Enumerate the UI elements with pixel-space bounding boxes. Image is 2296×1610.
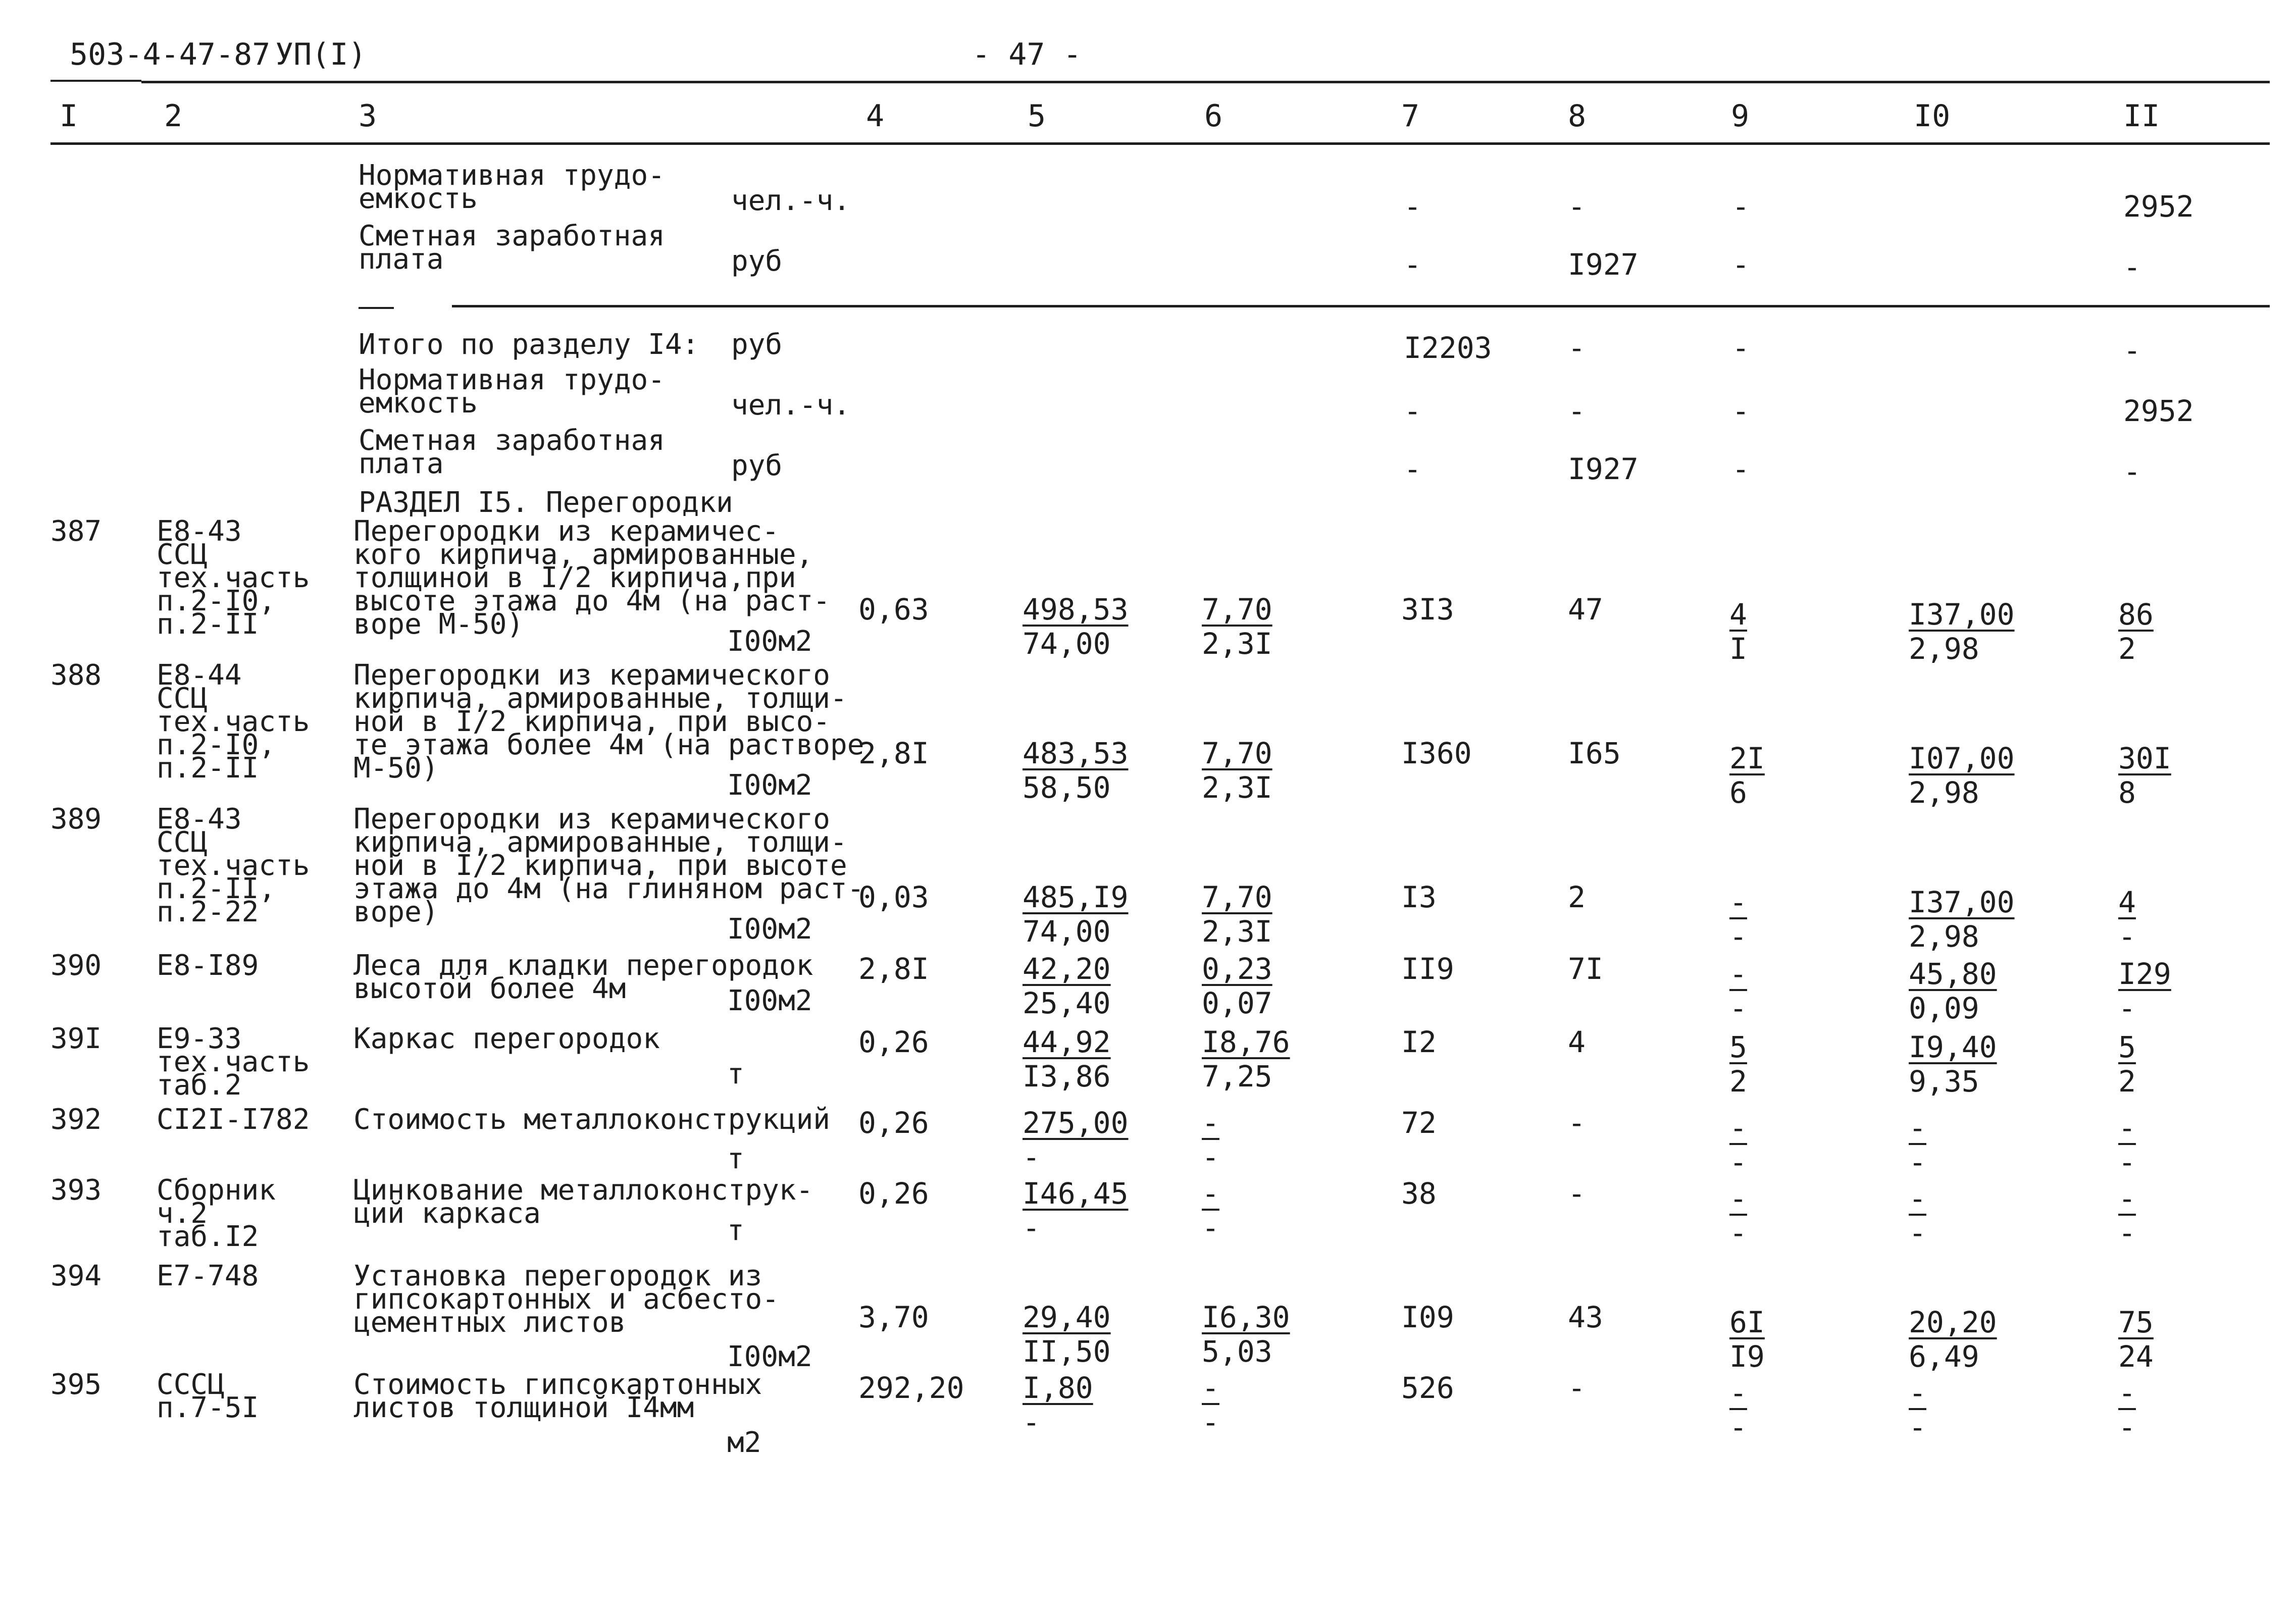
unit-of-measure: I00м2 bbox=[727, 1340, 812, 1373]
unit-of-measure: I00м2 bbox=[727, 625, 812, 658]
wage-col11-2: - bbox=[2123, 454, 2141, 489]
column-header-4: 4 bbox=[866, 98, 885, 134]
fraction-total: - bbox=[1729, 1111, 1747, 1145]
fraction-wage: 2 bbox=[1729, 1064, 1747, 1099]
resource-code: СI2I-I782 bbox=[157, 1103, 310, 1136]
labor-col9: - bbox=[1732, 189, 1750, 224]
row-number: 393 bbox=[50, 1174, 102, 1207]
fraction-wage: I3,86 bbox=[1023, 1059, 1111, 1094]
col8-value: 2 bbox=[1568, 880, 1586, 914]
fraction-wage: - bbox=[1729, 1145, 1747, 1179]
quantity: 2,8I bbox=[858, 736, 929, 770]
fraction-wage: - bbox=[1909, 1216, 1926, 1250]
fraction-wage: 0,09 bbox=[1909, 991, 1979, 1025]
fraction-total: - bbox=[1909, 1111, 1926, 1145]
fraction-total: 44,92 bbox=[1023, 1025, 1111, 1059]
labor-col7: - bbox=[1404, 189, 1421, 224]
fraction-total: - bbox=[1909, 1376, 1926, 1410]
album-code: УП(I) bbox=[275, 37, 367, 72]
fraction-total: 75 bbox=[2118, 1305, 2154, 1339]
col7-value: I09 bbox=[1401, 1300, 1454, 1334]
wage-col11: - bbox=[2123, 250, 2141, 284]
fraction-total: I6,30 bbox=[1202, 1300, 1290, 1334]
fraction-wage: - bbox=[2118, 919, 2136, 954]
fraction-wage: 5,03 bbox=[1202, 1334, 1272, 1369]
fraction-wage: - bbox=[2118, 1145, 2136, 1179]
wage-col9: - bbox=[1732, 247, 1750, 282]
subtotal-rule-short bbox=[359, 307, 394, 309]
fraction-total: - bbox=[1202, 1176, 1219, 1211]
labor-intensity-label-2: Нормативная трудо- емкость bbox=[359, 363, 665, 420]
fraction-total: 86 bbox=[2118, 597, 2154, 632]
col7-value: I360 bbox=[1401, 736, 1472, 770]
fraction-wage: - bbox=[2118, 1410, 2136, 1444]
section-title: РАЗДЕЛ I5. Перегородки bbox=[359, 486, 733, 519]
unit-of-measure: I00м2 bbox=[727, 984, 812, 1017]
unit-of-measure: т bbox=[727, 1142, 744, 1175]
labor-col11: 2952 bbox=[2123, 189, 2194, 224]
fraction-total: I,80 bbox=[1023, 1371, 1093, 1405]
row-number: 387 bbox=[50, 515, 102, 548]
fraction-wage: 2 bbox=[2118, 1064, 2136, 1099]
fraction-total: - bbox=[2118, 1376, 2136, 1410]
fraction-total: 20,20 bbox=[1909, 1305, 1997, 1339]
fraction-wage: - bbox=[1202, 1140, 1219, 1174]
fraction-total: - bbox=[1729, 885, 1747, 919]
fraction-total: I37,00 bbox=[1909, 597, 2015, 632]
fraction-total: I07,00 bbox=[1909, 741, 2015, 775]
labor-intensity-unit: чел.-ч. bbox=[731, 184, 851, 217]
fraction-wage: - bbox=[1729, 1216, 1747, 1250]
fraction-total: 30I bbox=[2118, 741, 2171, 775]
fraction-total: 7,70 bbox=[1202, 736, 1272, 770]
fraction-total: - bbox=[1202, 1371, 1219, 1405]
fraction-wage: II,50 bbox=[1023, 1334, 1111, 1369]
col8-value: - bbox=[1568, 1176, 1586, 1211]
wage-col9-2: - bbox=[1732, 452, 1750, 486]
fraction-total: 2I bbox=[1729, 741, 1765, 775]
fraction-total: I8,76 bbox=[1202, 1025, 1290, 1059]
col7-value: 38 bbox=[1401, 1176, 1437, 1211]
resource-code: Е7-748 bbox=[157, 1260, 259, 1292]
fraction-wage: - bbox=[1729, 919, 1747, 954]
fraction-wage: 2,98 bbox=[1909, 632, 1979, 666]
column-header-1: I bbox=[60, 98, 78, 134]
page-number: - 47 - bbox=[972, 37, 1082, 72]
column-header-10: I0 bbox=[1914, 98, 1951, 134]
resource-code: Е8-43 ССЦ тех.часть п.2-II, п.2-22 bbox=[157, 803, 310, 928]
col8-value: - bbox=[1568, 1371, 1586, 1405]
fraction-total: 45,80 bbox=[1909, 957, 1997, 991]
fraction-wage: 25,40 bbox=[1023, 986, 1111, 1020]
column-header-5: 5 bbox=[1028, 98, 1046, 134]
fraction-wage: 74,00 bbox=[1023, 914, 1111, 949]
work-description: Перегородки из керамичес- кого кирпича, армированные, толщиной в I/2 кирпича,при высоте этажа до 4м (на раст- воре М-50) bbox=[353, 515, 831, 641]
row-number: 388 bbox=[50, 659, 102, 692]
fraction-wage: 2,3I bbox=[1202, 914, 1272, 949]
resource-code: Е8-I89 bbox=[157, 949, 259, 982]
fraction-total: I9,40 bbox=[1909, 1030, 1997, 1064]
resource-code: Е9-33 тех.часть таб.2 bbox=[157, 1022, 310, 1102]
labor-col11-2: 2952 bbox=[2123, 394, 2194, 428]
quantity: 3,70 bbox=[858, 1300, 929, 1334]
quantity: 0,26 bbox=[858, 1106, 929, 1140]
fraction-wage: - bbox=[1023, 1140, 1040, 1174]
fraction-wage: 58,50 bbox=[1023, 770, 1111, 805]
work-description: Каркас перегородок bbox=[353, 1022, 660, 1055]
fraction-wage: 74,00 bbox=[1023, 627, 1111, 661]
fraction-wage: I9 bbox=[1729, 1339, 1765, 1374]
fraction-wage: - bbox=[1729, 1410, 1747, 1444]
fraction-total: 498,53 bbox=[1023, 592, 1129, 627]
col8-value: 47 bbox=[1568, 592, 1603, 627]
fraction-wage: - bbox=[1023, 1405, 1040, 1439]
column-header-2: 2 bbox=[164, 98, 183, 134]
col7-value: 3I3 bbox=[1401, 592, 1454, 627]
fraction-wage: - bbox=[1729, 991, 1747, 1025]
wage-label: Сметная заработная плата bbox=[359, 220, 665, 276]
column-header-7: 7 bbox=[1401, 98, 1420, 134]
fraction-total: 483,53 bbox=[1023, 736, 1129, 770]
section-total-col11: - bbox=[2123, 333, 2141, 368]
fraction-wage: 9,35 bbox=[1909, 1064, 1979, 1099]
labor-col9-2: - bbox=[1732, 394, 1750, 428]
resource-code: Сборник ч.2 таб.I2 bbox=[157, 1174, 276, 1253]
fraction-total: - bbox=[2118, 1111, 2136, 1145]
wage-col7-2: - bbox=[1404, 452, 1421, 486]
fraction-total: - bbox=[1729, 957, 1747, 991]
wage-label-2: Сметная заработная плата bbox=[359, 424, 665, 480]
row-number: 392 bbox=[50, 1103, 102, 1136]
row-number: 389 bbox=[50, 803, 102, 836]
work-description: Леса для кладки перегородок высотой более 4м bbox=[353, 949, 813, 1005]
col7-value: I3 bbox=[1401, 880, 1437, 914]
row-number: 395 bbox=[50, 1368, 102, 1401]
header-rule-short bbox=[50, 80, 141, 82]
work-description: Цинкование металлоконструк- ций каркаса bbox=[353, 1174, 813, 1230]
work-description: Установка перегородок из гипсокартонных и асбесто- цементных листов bbox=[353, 1260, 779, 1339]
fraction-total: 29,40 bbox=[1023, 1300, 1111, 1334]
subtotal-rule bbox=[452, 305, 2270, 307]
fraction-wage: 2,3I bbox=[1202, 627, 1272, 661]
col7-value: 72 bbox=[1401, 1106, 1437, 1140]
unit-of-measure: т bbox=[727, 1214, 744, 1247]
quantity: 292,20 bbox=[858, 1371, 964, 1405]
quantity: 0,63 bbox=[858, 592, 929, 627]
fraction-total: 7,70 bbox=[1202, 592, 1272, 627]
column-header-3: 3 bbox=[359, 98, 377, 134]
fraction-wage: 2,98 bbox=[1909, 775, 1979, 810]
wage-col8-2: I927 bbox=[1568, 452, 1639, 486]
fraction-total: 7,70 bbox=[1202, 880, 1272, 914]
quantity: 0,26 bbox=[858, 1176, 929, 1211]
fraction-total: I37,00 bbox=[1909, 885, 2015, 919]
wage-col7: - bbox=[1404, 247, 1421, 282]
fraction-wage: 0,07 bbox=[1202, 986, 1272, 1020]
fraction-total: 5 bbox=[1729, 1030, 1747, 1064]
resource-code: СССЦ п.7-5I bbox=[157, 1368, 259, 1424]
fraction-total: 485,I9 bbox=[1023, 880, 1129, 914]
fraction-wage: - bbox=[2118, 1216, 2136, 1250]
column-header-8: 8 bbox=[1568, 98, 1587, 134]
labor-intensity-label: Нормативная трудо- емкость bbox=[359, 159, 665, 215]
fraction-wage: - bbox=[1202, 1405, 1219, 1439]
section-total-col8: - bbox=[1568, 331, 1586, 365]
fraction-total: - bbox=[2118, 1181, 2136, 1216]
fraction-total: 4 bbox=[2118, 885, 2136, 919]
fraction-wage: 6,49 bbox=[1909, 1339, 1979, 1374]
fraction-wage: 2 bbox=[2118, 632, 2136, 666]
labor-col8: - bbox=[1568, 189, 1586, 224]
row-number: 394 bbox=[50, 1260, 102, 1292]
unit-of-measure: т bbox=[727, 1058, 744, 1090]
fraction-wage: 24 bbox=[2118, 1339, 2154, 1374]
fraction-wage: - bbox=[1909, 1145, 1926, 1179]
fraction-wage: - bbox=[1023, 1211, 1040, 1245]
section-total-unit: руб bbox=[731, 328, 783, 361]
unit-of-measure: м2 bbox=[727, 1426, 761, 1459]
fraction-wage: - bbox=[1909, 1410, 1926, 1444]
work-description: Стоимость гипсокартонных листов толщиной I4мм bbox=[353, 1368, 762, 1424]
work-description: Стоимость металлоконструкций bbox=[353, 1103, 831, 1136]
col8-value: 43 bbox=[1568, 1300, 1603, 1334]
fraction-wage: I bbox=[1729, 632, 1747, 666]
labor-col7-2: - bbox=[1404, 394, 1421, 428]
fraction-total: 42,20 bbox=[1023, 952, 1111, 986]
resource-code: Е8-43 ССЦ тех.часть п.2-I0, п.2-II bbox=[157, 515, 310, 641]
resource-code: Е8-44 ССЦ тех.часть п.2-I0, п.2-II bbox=[157, 659, 310, 785]
quantity: 0,03 bbox=[858, 880, 929, 914]
wage-unit-2: руб bbox=[731, 449, 783, 482]
col8-value: I65 bbox=[1568, 736, 1621, 770]
col7-value: I2 bbox=[1401, 1025, 1437, 1059]
quantity: 2,8I bbox=[858, 952, 929, 986]
fraction-wage: 6 bbox=[1729, 775, 1747, 810]
fraction-total: - bbox=[1909, 1181, 1926, 1216]
header-rule bbox=[141, 81, 2270, 83]
fraction-wage: 2,98 bbox=[1909, 919, 1979, 954]
row-number: 39I bbox=[50, 1022, 102, 1055]
fraction-total: - bbox=[1729, 1376, 1747, 1410]
section-total-label: Итого по разделу I4: bbox=[359, 328, 699, 361]
col8-value: - bbox=[1568, 1106, 1586, 1140]
quantity: 0,26 bbox=[858, 1025, 929, 1059]
fraction-wage: - bbox=[2118, 991, 2136, 1025]
column-header-rule bbox=[50, 142, 2270, 145]
fraction-total: - bbox=[1202, 1106, 1219, 1140]
col8-value: 7I bbox=[1568, 952, 1603, 986]
fraction-wage: 2,3I bbox=[1202, 770, 1272, 805]
column-header-11: II bbox=[2123, 98, 2160, 134]
fraction-total: 0,23 bbox=[1202, 952, 1272, 986]
column-header-6: 6 bbox=[1204, 98, 1223, 134]
col7-value: II9 bbox=[1401, 952, 1454, 986]
fraction-total: - bbox=[1729, 1181, 1747, 1216]
section-total-col9: - bbox=[1732, 331, 1750, 365]
column-header-9: 9 bbox=[1731, 98, 1750, 134]
fraction-total: 275,00 bbox=[1023, 1106, 1129, 1140]
fraction-total: 4 bbox=[1729, 597, 1747, 632]
fraction-total: I46,45 bbox=[1023, 1176, 1129, 1211]
fraction-wage: 7,25 bbox=[1202, 1059, 1272, 1094]
wage-col8: I927 bbox=[1568, 247, 1639, 282]
fraction-total: I29 bbox=[2118, 957, 2171, 991]
labor-col8-2: - bbox=[1568, 394, 1586, 428]
fraction-total: 5 bbox=[2118, 1030, 2136, 1064]
work-description: Перегородки из керамического кирпича, армированные, толщи- ной в I/2 кирпича, при высоте этажа до 4м (на глиняном раст- воре) bbox=[353, 803, 864, 928]
doc-code: 503-4-47-87 bbox=[70, 37, 271, 72]
wage-unit: руб bbox=[731, 245, 783, 278]
section-total-col7: I2203 bbox=[1404, 331, 1492, 365]
fraction-total: 6I bbox=[1729, 1305, 1765, 1339]
unit-of-measure: I00м2 bbox=[727, 769, 812, 802]
labor-intensity-unit-2: чел.-ч. bbox=[731, 389, 851, 422]
fraction-wage: - bbox=[1202, 1211, 1219, 1245]
unit-of-measure: I00м2 bbox=[727, 913, 812, 946]
col7-value: 526 bbox=[1401, 1371, 1454, 1405]
fraction-wage: 8 bbox=[2118, 775, 2136, 810]
work-description: Перегородки из керамического кирпича, армированные, толщи- ной в I/2 кирпича, при высо- те этажа более 4м (на растворе М-50) bbox=[353, 659, 864, 785]
col8-value: 4 bbox=[1568, 1025, 1586, 1059]
row-number: 390 bbox=[50, 949, 102, 982]
